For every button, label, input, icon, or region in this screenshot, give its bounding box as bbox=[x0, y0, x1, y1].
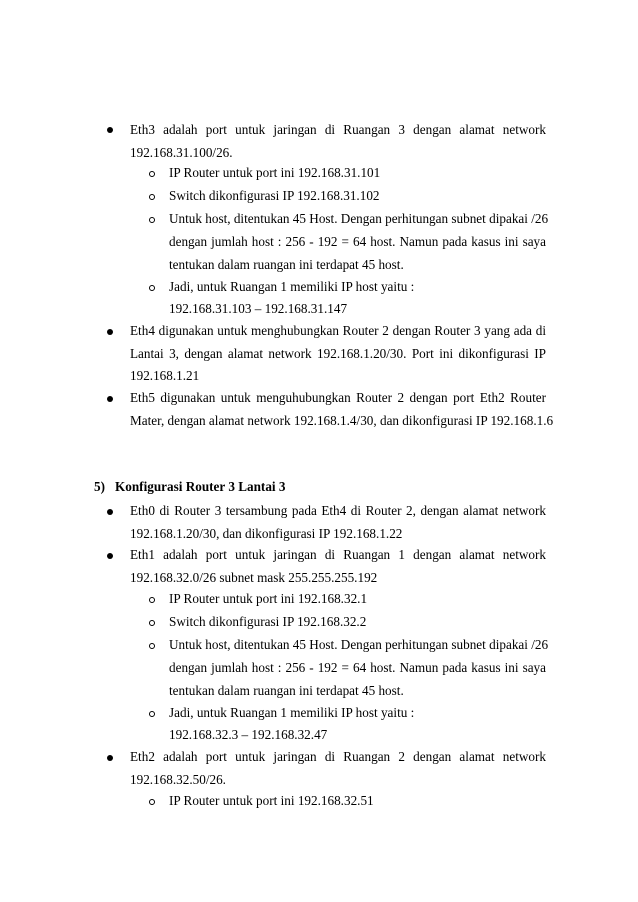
eth4-line3: 192.168.1.21 bbox=[130, 368, 200, 383]
bullet-icon bbox=[107, 509, 113, 515]
eth3-sub-1: IP Router untuk port ini 192.168.31.101 bbox=[169, 165, 381, 180]
eth3-host-line3: tentukan dalam ruangan ini terdapat 45 host. bbox=[169, 257, 404, 272]
eth1-line1: Eth1 adalah port untuk jaringan di Ruangan 1 dengan alamat network bbox=[130, 547, 546, 562]
eth1-range-line1: Jadi, untuk Ruangan 1 memiliki IP host yaitu : bbox=[169, 705, 415, 720]
circle-bullet-icon bbox=[149, 643, 155, 649]
circle-bullet-icon bbox=[149, 285, 155, 291]
eth3-line2: 192.168.31.100/26. bbox=[130, 145, 233, 160]
eth3-sub-2: Switch dikonfigurasi IP 192.168.31.102 bbox=[169, 188, 380, 203]
eth2-line2: 192.168.32.50/26. bbox=[130, 772, 226, 787]
section-number: 5) bbox=[94, 479, 105, 494]
circle-bullet-icon bbox=[149, 217, 155, 223]
circle-bullet-icon bbox=[149, 799, 155, 805]
eth4-line1: Eth4 digunakan untuk menghubungkan Router 2 dengan Router 3 yang ada di bbox=[130, 323, 546, 338]
eth0-line1: Eth0 di Router 3 tersambung pada Eth4 di Router 2, dengan alamat network bbox=[130, 503, 546, 518]
circle-bullet-icon bbox=[149, 597, 155, 603]
circle-bullet-icon bbox=[149, 620, 155, 626]
bullet-icon bbox=[107, 755, 113, 761]
eth3-range-line1: Jadi, untuk Ruangan 1 memiliki IP host yaitu : bbox=[169, 279, 415, 294]
section-title: Konfigurasi Router 3 Lantai 3 bbox=[115, 479, 286, 494]
eth3-host-line2: dengan jumlah host : 256 - 192 = 64 host. Namun pada kasus ini saya bbox=[169, 234, 546, 249]
eth5-line2: Mater, dengan alamat network 192.168.1.4/30, dan dikonfigurasi IP 192.168.1.6 bbox=[130, 413, 554, 428]
eth3-host-line1: Untuk host, ditentukan 45 Host. Dengan perhitungan subnet dipakai /26 bbox=[169, 211, 549, 226]
eth1-sub-1: IP Router untuk port ini 192.168.32.1 bbox=[169, 591, 368, 606]
eth1-sub-2: Switch dikonfigurasi IP 192.168.32.2 bbox=[169, 614, 367, 629]
eth3-range-line2: 192.168.31.103 – 192.168.31.147 bbox=[169, 301, 348, 316]
bullet-icon bbox=[107, 127, 113, 133]
eth1-range-line2: 192.168.32.3 – 192.168.32.47 bbox=[169, 727, 328, 742]
circle-bullet-icon bbox=[149, 171, 155, 177]
eth4-line2: Lantai 3, dengan alamat network 192.168.1.20/30. Port ini dikonfigurasi IP bbox=[130, 346, 546, 361]
bullet-icon bbox=[107, 396, 113, 402]
eth0-line2: 192.168.1.20/30, dan dikonfigurasi IP 192.168.1.22 bbox=[130, 526, 403, 541]
eth2-line1: Eth2 adalah port untuk jaringan di Ruangan 2 dengan alamat network bbox=[130, 749, 546, 764]
eth1-host-line1: Untuk host, ditentukan 45 Host. Dengan perhitungan subnet dipakai /26 bbox=[169, 637, 549, 652]
eth2-sub-1: IP Router untuk port ini 192.168.32.51 bbox=[169, 793, 374, 808]
eth3-line1: Eth3 adalah port untuk jaringan di Ruangan 3 dengan alamat network bbox=[130, 122, 546, 137]
eth1-line2: 192.168.32.0/26 subnet mask 255.255.255.192 bbox=[130, 570, 378, 585]
eth5-line1: Eth5 digunakan untuk menguhubungkan Router 2 dengan port Eth2 Router bbox=[130, 390, 546, 405]
circle-bullet-icon bbox=[149, 194, 155, 200]
bullet-icon bbox=[107, 329, 113, 335]
bullet-icon bbox=[107, 553, 113, 559]
circle-bullet-icon bbox=[149, 711, 155, 717]
eth1-host-line3: tentukan dalam ruangan ini terdapat 45 host. bbox=[169, 683, 404, 698]
eth1-host-line2: dengan jumlah host : 256 - 192 = 64 host. Namun pada kasus ini saya bbox=[169, 660, 546, 675]
